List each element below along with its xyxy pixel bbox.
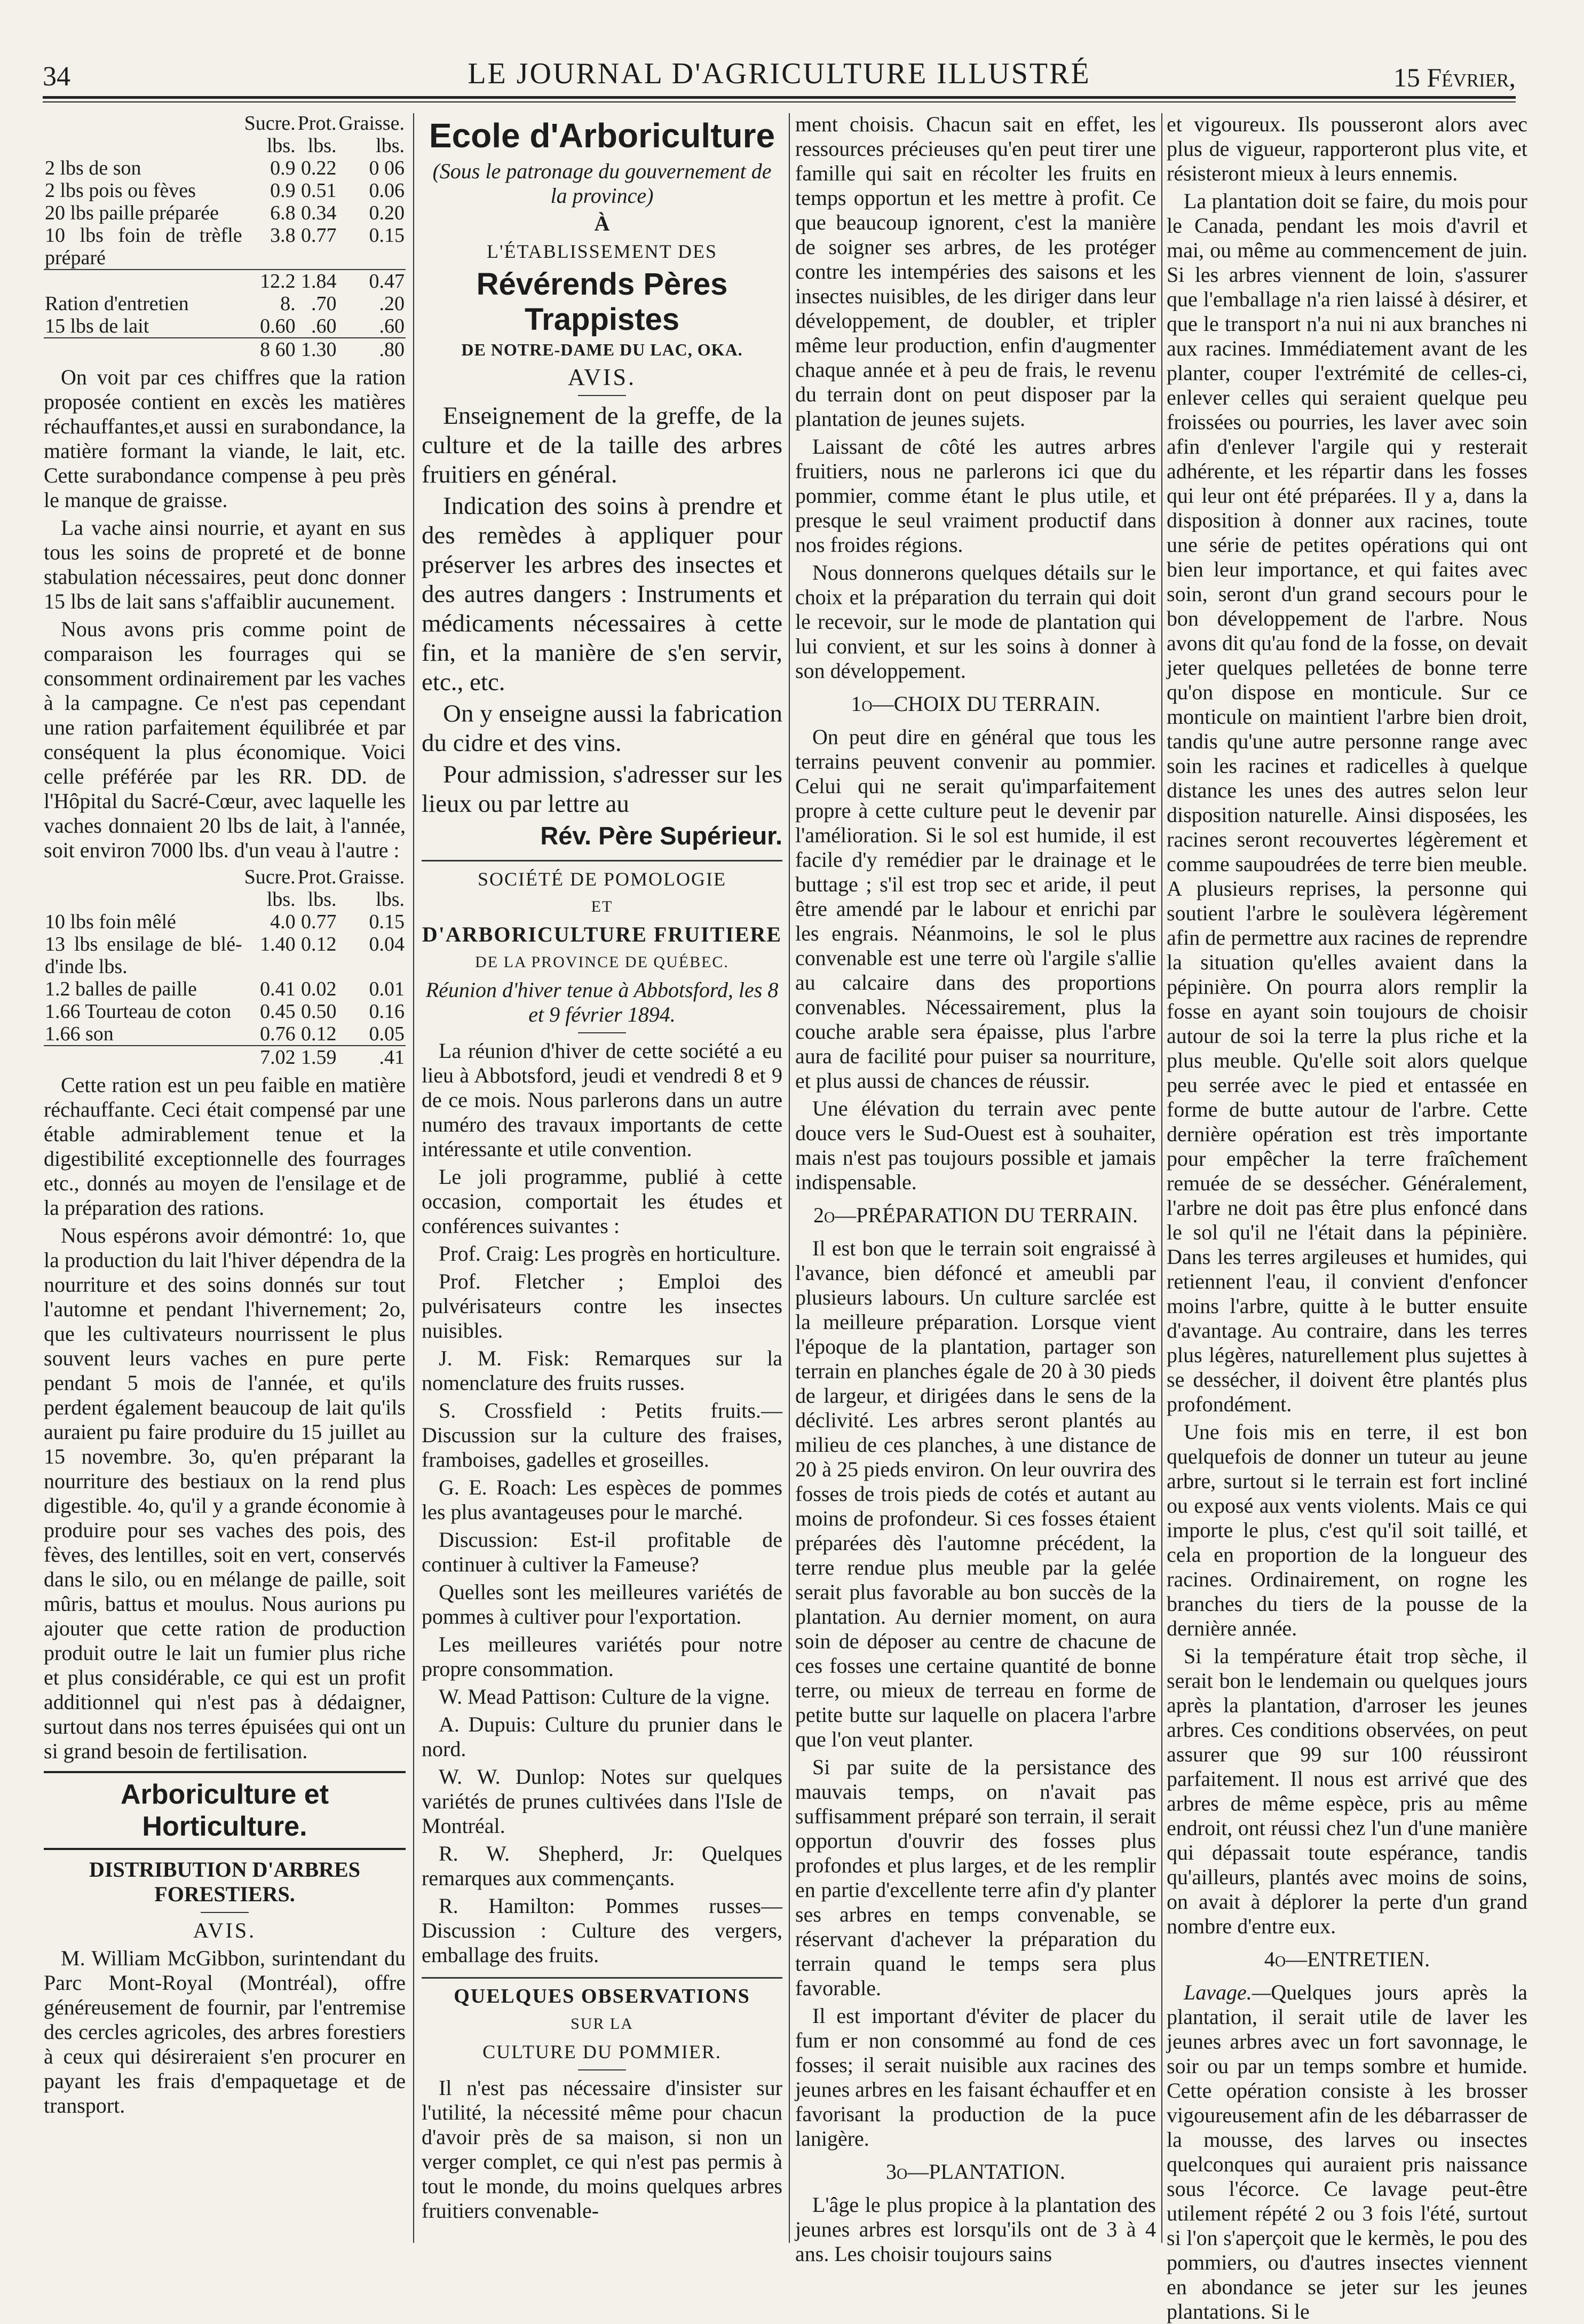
table-unit: lbs. <box>376 135 405 157</box>
paragraph: ment choisis. Chacun sait en effet, les ressources précieuses qu'en peut tirer une famille qui sait en récolter les fruits en temps opportun et les mettre à profit. Ce que beaucoup ignorent, c'est la manière de soigner ses arbres, de les protéger contre les intempéries des saisons et les insectes nuisibles, de les diriger dans leur développement, de doubler, et tripler même leur production, enfin d'augmenter chaque année et à peu de frais, le revenu du terrain dont on peut disposer par la plantation de jeunes sujets. <box>795 112 1156 431</box>
paragraph: Si par suite de la persistance des mauvais temps, on n'avait pas suffisamment préparé son terrain, il serait opportun d'ouvrir des fosses plus profondes et plus larges, et de les remplir en partie d'excellente terre afin d'y planter ses arbres en temps convenable, se réservant d'achever la préparation du terrain quand le temps sera plus favorable. <box>795 1755 1156 2000</box>
ad-body <box>422 401 782 850</box>
paragraph: M. William McGibbon, surintendant du Parc Mont-Royal (Montréal), offre généreusement de fournir, par l'entremise des cercles agricoles, des arbres forestiers à ceux qui désireraient s'en procurer en payant les frais d'empaquetage et de transport. <box>44 1946 406 2117</box>
society-province: DE LA PROVINCE DE QUÉBEC. <box>475 953 729 971</box>
divider <box>422 1977 782 1979</box>
article-title-3: CULTURE DU POMMIER. <box>482 2041 722 2062</box>
table-header: Prot. <box>297 112 337 135</box>
subheading: 3o—PLANTATION. <box>886 2160 1065 2184</box>
paragraph: On voit par ces chiffres que la ration proposée contient en excès les matières réchauffantes,et aussi en surabondance, la matière formant la viande, le lait, etc. Cette surabondance compense à peu près le manque de graisse. <box>44 365 406 512</box>
paragraph: Laissant de côté les autres arbres fruitiers, nous ne parlerons ici que du pommier, comme étant le plus utile, et presque le seul vraiment productif dans nos froides régions. <box>795 434 1156 557</box>
list-item: Discussion: Est-il profitable de continuer à cultiver la Fameuse? <box>422 1528 782 1576</box>
paragraph: Nous avons pris comme point de comparaison les fourrages qui se consomment ordinairement par les vaches à la campagne. Ce n'est pas cependant une ration parfaitement équilibrée et par conséquent la plus économique. Voici celle préférée par les RR. DD. de l'Hôpital du Sacré-Cœur, avec laquelle les vaches donnaient 20 lbs de lait, à l'année, soit environ 7000 lbs. d'un veau à l'autre : <box>44 617 406 862</box>
ration-table-1 <box>44 112 406 361</box>
paragraph: Il est bon que le terrain soit engraissé à l'avance, bien défoncé et ameubli par plusieurs labours. Un culture sarclée est la meilleure préparation. Lorsque vient l'époque de la plantation, partager son terrain en planches égale de 20 à 30 pieds de largeur, et dirigées dans le sens de la déclivité. Les arbres seront plantés au milieu de ces planches, à une distance de 20 à 25 pieds environ. On leur ouvrira des fosses de trois pieds de cotés et autant au moins de profondeur. Si ces fosses étaient préparées dès l'automne précédent, la terre rendue plus meuble par la gelée serait plus favorable au bon succès de la plantation. Au dernier moment, on aura soin de déposer au centre de chacune de ces fosses une certaine quantité de bonne terre, ou mieux de terreau en forme de petite butte sur laquelle on placera l'arbre que l'on veut planter. <box>795 1236 1156 1751</box>
lead-in: Lavage.— <box>1184 1980 1271 2004</box>
table-header: Sucre. <box>244 112 296 135</box>
paragraph: Nous espérons avoir démontré: 1o, que la production du lait l'hiver dépendra de la nourriture et des soins donnés sur tout l'automne et pendant l'hivernement; 2o, que les cultivateurs nourrissent le plus souvent leurs vaches en pure perte pendant 5 mois de l'année, et qu'ils perdent également beaucoup de lait qu'ils auraient pu faire produire du 15 juillet au 15 novembre. 3o, qu'en préparant la nourriture des bestiaux on la rend plus digestible. 4o, qu'il y a grande économie à produire pour ses vaches des pois, des fèves, des lentilles, soit en vert, conservés dans le silo, ou en mélange de paille, soit mûris, battus et moulus. Nous aurions pu ajouter que cette ration de production produit outre le lait un fumier plus riche et plus considérable, ce qui est un profit additionnel qui n'est pas à dédaigner, surtout dans nos terres épuisées qui ont un si grand besoin de fertilisation. <box>44 1223 406 1763</box>
subheading: 4o—ENTRETIEN. <box>1264 1947 1430 1971</box>
page-header <box>43 57 1516 95</box>
paragraph: Le joli programme, publié à cette occasion, comportait les études et conférences suivantes : <box>422 1165 782 1238</box>
paragraph-text: Quelques jours après la plantation, il serait utile de laver les jeunes arbres avec un fort savonnage, le soir ou par un temps sombre et humide. Cette opération consiste à les brosser vigoureusement afin de les débarrasser de la mousse, des larves ou insectes quelconques qui auraient pris naissance sous l'écorce. Ce lavage peut-être utilement répété 2 ou 3 fois l'été, surtout si l'on s'aperçoit que le kermès, le pou des pommiers, ou d'autres insectes viennent en abondance se jeter sur les jeunes plantations. Si le <box>1167 1980 1527 2323</box>
table-header: Prot. <box>297 866 337 888</box>
table-row: 10 lbs foin de trèfle préparé 3.8 0.77 0.15 <box>45 224 405 269</box>
ad-signature: Rév. Père Supérieur. <box>540 821 782 850</box>
ad-subtitle: (Sous le patronage du gouvernement de la province) <box>432 159 772 208</box>
list-item: Prof. Craig: Les progrès en horticulture. <box>439 1242 781 1266</box>
page-number: 34 <box>43 61 70 92</box>
ad-etablissement: L'ÉTABLISSEMENT DES <box>487 241 717 262</box>
header-rule-thin <box>43 101 1516 102</box>
list-item: A. Dupuis: Culture du prunier dans le nord. <box>422 1712 782 1761</box>
ad-paragraph: Enseignement de la greffe, de la culture et de la taille des arbres fruitiers en général. <box>422 402 782 488</box>
ad-paragraph: On y enseigne aussi la fabrication du cidre et des vins. <box>422 700 782 757</box>
ad-a: À <box>594 211 610 235</box>
table-total-row: 12.2 1.84 0.47 <box>44 270 406 293</box>
avis-heading: AVIS. <box>193 1918 257 1942</box>
ration-table-2 <box>44 866 406 1069</box>
column-1 <box>44 112 406 2242</box>
paragraph: La réunion d'hiver de cette société a eu lieu à Abbotsford, jeudi et vendredi 8 et 9 de ce mois. Nous parlerons dans un autre numéro des travaux importants de cette intéressante et utile convention. <box>422 1039 782 1161</box>
divider <box>201 1912 249 1913</box>
list-item: J. M. Fisk: Remarques sur la nomenclature des fruits russes. <box>422 1346 782 1395</box>
table-header: Sucre. <box>244 866 296 888</box>
table-row: Ration d'entretien 8. .70 .20 <box>45 293 405 315</box>
table-row: 13 lbs ensilage de blé-d'inde lbs. 1.40 0.12 0.04 <box>45 933 405 978</box>
table-row: 2 lbs de son 0.9 0.22 0 06 <box>45 157 405 179</box>
column-divider <box>1161 113 1162 2243</box>
paragraph: L'âge le plus propice à la plantation des jeunes arbres est lorsqu'ils ont de 3 à 4 ans. Les choisir toujours sains <box>795 2193 1156 2266</box>
table-row: 10 lbs foin mêlé 4.0 0.77 0.15 <box>45 911 405 933</box>
table-unit: lbs. <box>307 135 337 157</box>
ad-title: Ecole d'Arboriculture <box>429 116 775 155</box>
table-row: 2 lbs pois ou fèves 0.9 0.51 0.06 <box>45 179 405 202</box>
table-header: Graisse. <box>338 866 405 888</box>
column-4 <box>1167 112 1527 2323</box>
society-meeting: Réunion d'hiver tenue à Abbotsford, les 8 et 9 février 1894. <box>425 978 779 1026</box>
article-title: DISTRIBUTION D'ARBRES FORESTIERS. <box>89 1857 360 1906</box>
table-unit: lbs. <box>307 888 337 911</box>
table-row: 20 lbs paille préparée 6.8 0.34 0.20 <box>45 202 405 224</box>
subheading: 1o—CHOIX DU TERRAIN. <box>851 692 1100 716</box>
header-rule <box>43 96 1516 99</box>
divider <box>578 1032 626 1033</box>
ad-trappistes: Révérends Pères Trappistes <box>476 267 728 337</box>
paragraph: Il est important d'éviter de placer du fum er non consommé au fond de ces fosses; il serait nuisible aux racines des jeunes arbres en les faisant échauffer et en favorisant la production de la puce lanigère. <box>795 2004 1156 2151</box>
list-item: W. W. Dunlop: Notes sur quelques variétés de prunes cultivées dans l'Isle de Montréal. <box>422 1765 782 1838</box>
article-title-sub: SUR LA <box>571 2015 633 2033</box>
paragraph: La plantation doit se faire, du mois pour le Canada, pendant les mois d'avril et mai, ou même au commencement de juin. Si les arbres viennent de loin, s'assurer que l'emballage n'a rien laissé à désirer, et que le transport n'a nui ni aux branches ni aux racines. Immédiatement avant de les planter, couper l'extrémité de celles-ci, enlever celles qui seraient quelque peu froissées ou pourries, les laver avec soin afin d'enlever l'argile qui y resterait adhérente, et les répartir dans les fosses qui leur ont été préparées. Il y a, dans la disposition à donner aux racines, toute une série de petites opérations qui ont bien leur importance, et qui faites avec soin, seront d'un grand secours pour le bon développement de l'arbre. Nous avons dit qu'au fond de la fosse, on devait jeter quelques pelletées de bonne terre qu'on dispose en monticule. Sur ce monticule on maintient l'arbre bien droit, tandis qu'une autre personne range avec soin les racines et radicelles à quelque distance les unes des autres selon leur disposition naturelle. Ainsi disposées, les racines seront recouvertes légèrement et comme saupoudrées de terre bien meuble. A plusieurs reprises, la personne qui soutient l'arbre le soulèvera légèrement afin de permettre aux racines de reprendre la situation qu'elles avaient dans la pépinière. On pourra alors remplir la fosse en ayant soin toujours de choisir autour de soi la terre la plus riche et la plus meuble. Qu'elle soit alors quelque peu serrée avec le pied et entassée en forme de butte autour de l'arbre. Cette dernière opération est très importante pour empêcher la terre fraîchement remuée de se dessécher. Généralement, l'arbre ne doit pas être plus enfoncé dans le sol qu'il ne l'était dans la pépinière. Dans les terres argileuses et humides, qui retiennent l'eau, il convient d'enfoncer moins l'arbre, quitte à le butter ensuite d'avantage. Au contraire, dans les terres plus légères, naturellement plus sujettes à se dessécher, il doivent être plantés plus profondément. <box>1167 189 1527 1416</box>
paragraph: On peut dire en général que tous les terrains peuvent convenir au pommier. Celui qui ne serait qu'imparfaitement propre à cette culture peut le devenir par l'amélioration. Si le sol est humide, il est facile d'y remédier par le drainage et le buttage ; s'il est trop sec et aride, il peut être amendé par le labour et enrichi par les engrais. Néanmoins, le sol le plus convenable est une terre où l'argile s'allie au calcaire dans des proportions convenables. Nécessairement, plus la couche arable sera épaisse, plus l'arbre aura de facilité pour puiser sa nourriture, et plus aussi de chances de réussir. <box>795 725 1156 1093</box>
divider <box>422 860 782 861</box>
table-row: 15 lbs de lait 0.60 .60 .60 <box>45 315 405 337</box>
column-divider <box>413 113 414 2243</box>
journal-title: LE JOURNAL D'AGRICULTURE ILLUSTRÉ <box>468 57 1091 90</box>
ad-place: DE NOTRE-DAME DU LAC, OKA. <box>461 340 743 359</box>
issue-date: 15 Février, <box>1393 62 1516 92</box>
list-item: G. E. Roach: Les espèces de pommes les plus avantageuses pour le marché. <box>422 1475 782 1524</box>
subheading: 2o—PRÉPARATION DU TERRAIN. <box>813 1203 1138 1227</box>
paragraph: La vache ainsi nourrie, et ayant en sus tous les soins de propreté et de bonne stabulation nécessaires, peut donc donner 15 lbs de lait sans s'affaiblir aucunement. <box>44 516 406 613</box>
section-title: Arboriculture et Horticulture. <box>44 1771 406 1850</box>
article-title: QUELQUES OBSERVATIONS <box>454 1985 750 2007</box>
divider <box>578 2069 626 2070</box>
list-item: Quelles sont les meilleures variétés de pommes à cultiver pour l'exportation. <box>422 1580 782 1629</box>
list-item: W. Mead Pattison: Culture de la vigne. <box>439 1685 770 1709</box>
paragraph: Il n'est pas nécessaire d'insister sur l'utilité, la nécessité même pour chacun d'avoir près de sa maison, si non un verger complet, ce qui n'est pas permis à tout le monde, du moins quelques arbres fruitiers convenable- <box>422 2076 782 2223</box>
list-item: Les meilleures variétés pour notre propre consommation. <box>422 1632 782 1681</box>
paragraph: Si la température était trop sèche, il serait bon le lendemain ou quelques jours après la plantation, d'arroser les jeunes arbres. Ces conditions observées, on peut assurer que 99 sur 100 réussiront parfaitement. Il nous est arrivé que des arbres de même espèce, pris au même endroit, ont réussi chez l'un d'une manière qui dépassait toute espérance, tandis qu'ailleurs, plantés avec moins de soins, on avait à déplorer la perte d'un grand nombre d'entre eux. <box>1167 1644 1527 1938</box>
society-et: ET <box>591 898 613 915</box>
column-2 <box>422 112 782 2242</box>
table-unit: lbs. <box>376 888 405 911</box>
paragraph: Une fois mis en terre, il est bon quelquefois de donner un tuteur au jeune arbre, surtout si le terrain est fort incliné ou exposé aux vents violents. Mais ce qui importe le plus, c'est qu'il soit taillé, et cela en proportion de la longueur des racines. Ordinairement, on rogne les branches du tiers de la pousse de la dernière année. <box>1167 1420 1527 1640</box>
column-divider <box>789 113 790 2243</box>
ad-paragraph: Indication des soins à prendre et des remèdes à appliquer pour préserver les arbres des insectes et des autres dangers : Instruments et médicaments nécessaires à cette fin, et la manière de s'en servir, etc., etc. <box>422 492 782 696</box>
table-unit: lbs. <box>266 135 296 157</box>
paragraph: Nous donnerons quelques détails sur le choix et la préparation du terrain qui doit le recevoir, sur le mode de plantation qui lui convient, et sur les soins à donner à son développement. <box>795 560 1156 683</box>
paragraph: et vigoureux. Ils pousseront alors avec plus de vigueur, rapporteront plus vite, et résisteront mieux à leurs ennemis. <box>1167 112 1527 185</box>
column-3 <box>795 112 1156 2266</box>
table-total-row: 8 60 1.30 .80 <box>44 338 406 361</box>
society-title-2: D'ARBORICULTURE FRUITIERE <box>422 922 782 946</box>
ad-paragraph: Pour admission, s'adresser sur les lieux ou par lettre au <box>422 761 782 818</box>
table-header: Graisse. <box>338 112 405 135</box>
list-item: S. Crossfield : Petits fruits.—Discussion sur la culture des fraises, framboises, gadelles et groseilles. <box>422 1398 782 1472</box>
ad-avis: AVIS. <box>567 364 636 390</box>
list-item: R. Hamilton: Pommes russes—Discussion : Culture des vergers, emballage des fruits. <box>422 1894 782 1967</box>
table-total-row: 7.02 1.59 .41 <box>44 1046 406 1069</box>
paragraph: Une élévation du terrain avec pente douce vers le Sud-Ouest est à souhaiter, mais n'est pas toujours possible et jamais indispensable. <box>795 1096 1156 1194</box>
society-title: SOCIÉTÉ DE POMOLOGIE <box>478 868 726 890</box>
table-row: 1.66 son 0.76 0.12 0.05 <box>45 1023 405 1045</box>
divider <box>578 395 626 396</box>
paragraph <box>1167 1980 1527 2324</box>
list-item: R. W. Shepherd, Jr: Quelques remarques aux commençants. <box>422 1841 782 1890</box>
paragraph: Cette ration est un peu faible en matière réchauffante. Ceci était compensé par une étable admirablement tenue et la digestibilité exceptionnelle des fourrages etc., donnés au moyen de l'ensilage et de la préparation des rations. <box>44 1073 406 1220</box>
table-row: 1.66 Tourteau de coton 0.45 0.50 0.16 <box>45 1000 405 1023</box>
table-unit: lbs. <box>266 888 296 911</box>
list-item: Prof. Fletcher ; Emploi des pulvérisateurs contre les insectes nuisibles. <box>422 1269 782 1342</box>
table-row: 1.2 balles de paille 0.41 0.02 0.01 <box>45 978 405 1000</box>
